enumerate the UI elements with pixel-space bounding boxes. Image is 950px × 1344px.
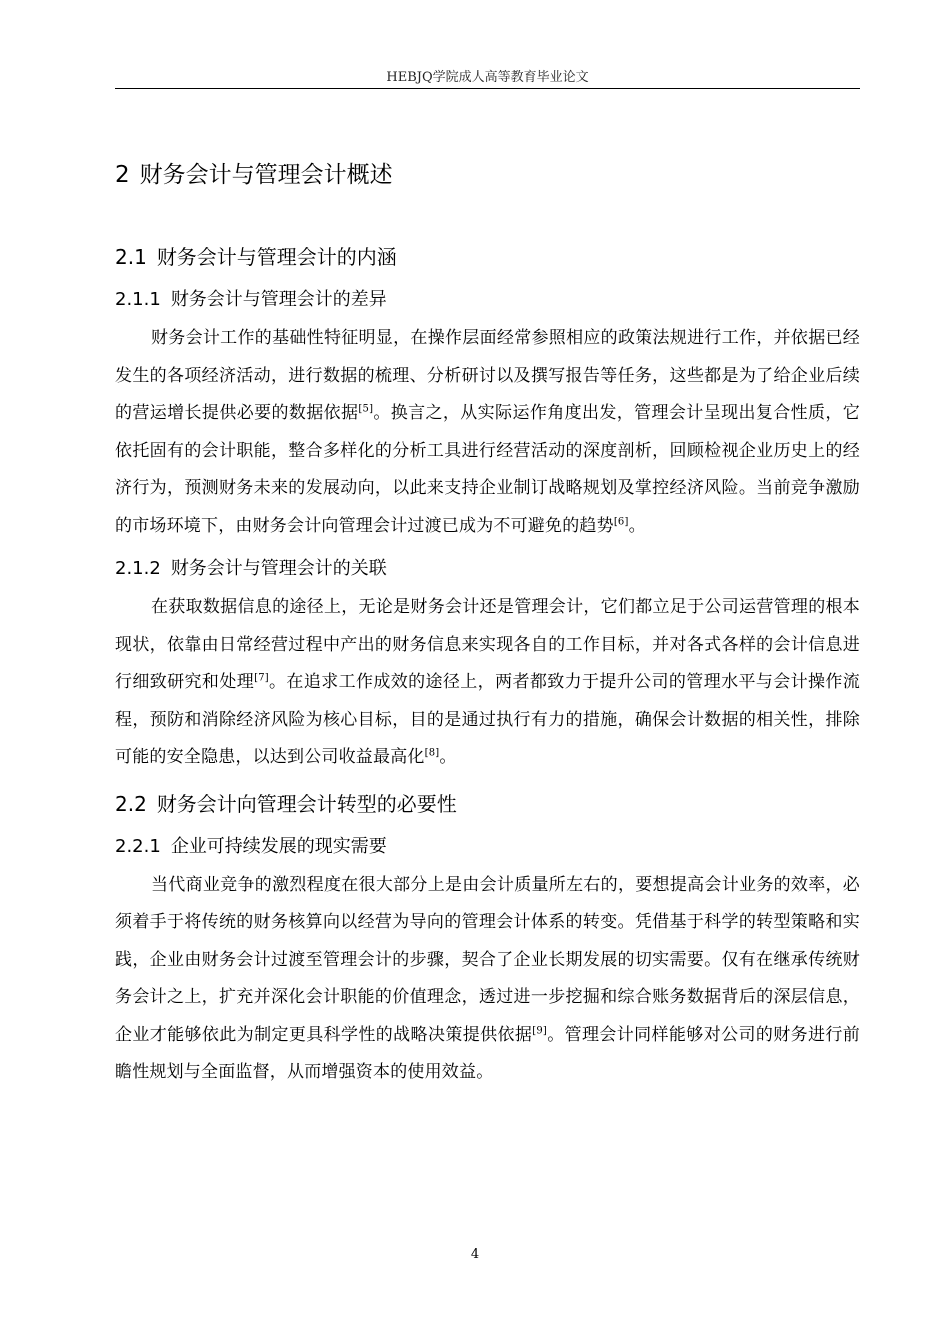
subsection-number: 2.1.1 (115, 289, 161, 310)
citation-ref: [9] (532, 1024, 548, 1036)
paragraph-text: 。 (628, 515, 646, 536)
header-rule (115, 88, 860, 89)
section-title: 财务会计与管理会计的内涵 (156, 245, 397, 269)
paragraph-2-1-2 (115, 589, 860, 777)
subsection-heading-2-2-1 (115, 827, 860, 867)
chapter-number: 2 (115, 162, 130, 188)
chapter-title: 财务会计与管理会计概述 (139, 162, 393, 188)
subsection-title: 财务会计与管理会计的关联 (170, 558, 387, 579)
citation-ref: [8] (424, 747, 440, 759)
citation-ref: [5] (358, 403, 374, 415)
paragraph-text: 。 (439, 747, 457, 767)
paragraph-2-1-1 (115, 320, 860, 545)
paragraph-text: 。换言之，从实际运作角度出发，管理会计呈现出复合性质，它依托固有的会计职能，整合多样化的分析工具进行经营活动的深度剖析，回顾检视企业历史上的经济行为，预测财务未来的发展动向，以此来支持企业制订战略规划及掌控经济风险。当前竞争激励的市场环境下，由财务会计向管理会计过渡已成为不可避免的趋势 (115, 403, 860, 536)
paragraph-text: 。在追求工作成效的途径上，两者都致力于提升公司的管理水平与会计操作流程，预防和消除经济风险为核心目标，目的是通过执行有力的措施，确保会计数据的相关性，排除可能的安全隐患，以达到公司收益最高化 (115, 672, 860, 767)
paragraph-text: 当代商业竞争的激烈程度在很大部分上是由会计质量所左右的，要想提高会计业务的效率，必须着手于将传统的财务核算向以经营为导向的管理会计体系的转变。凭借基于科学的转型策略和实践，企业由财务会计过渡至管理会计的步骤，契合了企业长期发展的切实需要。仅有在继承传统财务会计之上，扩充并深化会计职能的价值理念，透过进一步挖掘和综合账务数据背后的深层信息，企业才能够依此为制定更具科学性的战略决策提供依据 (115, 874, 860, 1045)
section-heading-2-1 (115, 234, 860, 280)
section-number: 2.1 (115, 245, 147, 269)
citation-ref: [6] (613, 515, 629, 527)
subsection-heading-2-1-2 (115, 549, 860, 589)
paragraph-text: 在获取数据信息的途径上，无论是财务会计还是管理会计，它们都立足于公司运营管理的根本现状，依靠由日常经营过程中产出的财务信息来实现各自的工作目标，并对各式各样的会计信息进行细致研究和处理 (115, 597, 860, 692)
subsection-title: 财务会计与管理会计的差异 (170, 289, 387, 310)
page-body (115, 150, 860, 1092)
subsection-title: 企业可持续发展的现实需要 (170, 835, 387, 857)
section-number: 2.2 (115, 791, 147, 816)
paragraph-text: 。管理会计同样能够对公司的财务进行前瞻性规划与全面监督，从而增强资本的使用效益。 (115, 1024, 860, 1082)
paragraph-2-2-1 (115, 867, 860, 1092)
subsection-number: 2.1.2 (115, 558, 161, 579)
chapter-heading (115, 150, 860, 200)
page-number: 4 (470, 1247, 480, 1262)
paragraph-text: 财务会计工作的基础性特征明显，在操作层面经常参照相应的政策法规进行工作，并依据已经发生的各项经济活动，进行数据的梳理、分析研讨以及撰写报告等任务，这些都是为了给企业后续的营运增长提供必要的数据依据 (115, 328, 860, 423)
section-title: 财务会计向管理会计转型的必要性 (156, 791, 457, 816)
section-heading-2-2 (115, 781, 860, 827)
citation-ref: [7] (254, 672, 269, 684)
subsection-number: 2.2.1 (115, 835, 161, 857)
subsection-heading-2-1-1 (115, 280, 860, 320)
running-header: HEBJQ学院成人高等教育毕业论文 (386, 70, 589, 85)
